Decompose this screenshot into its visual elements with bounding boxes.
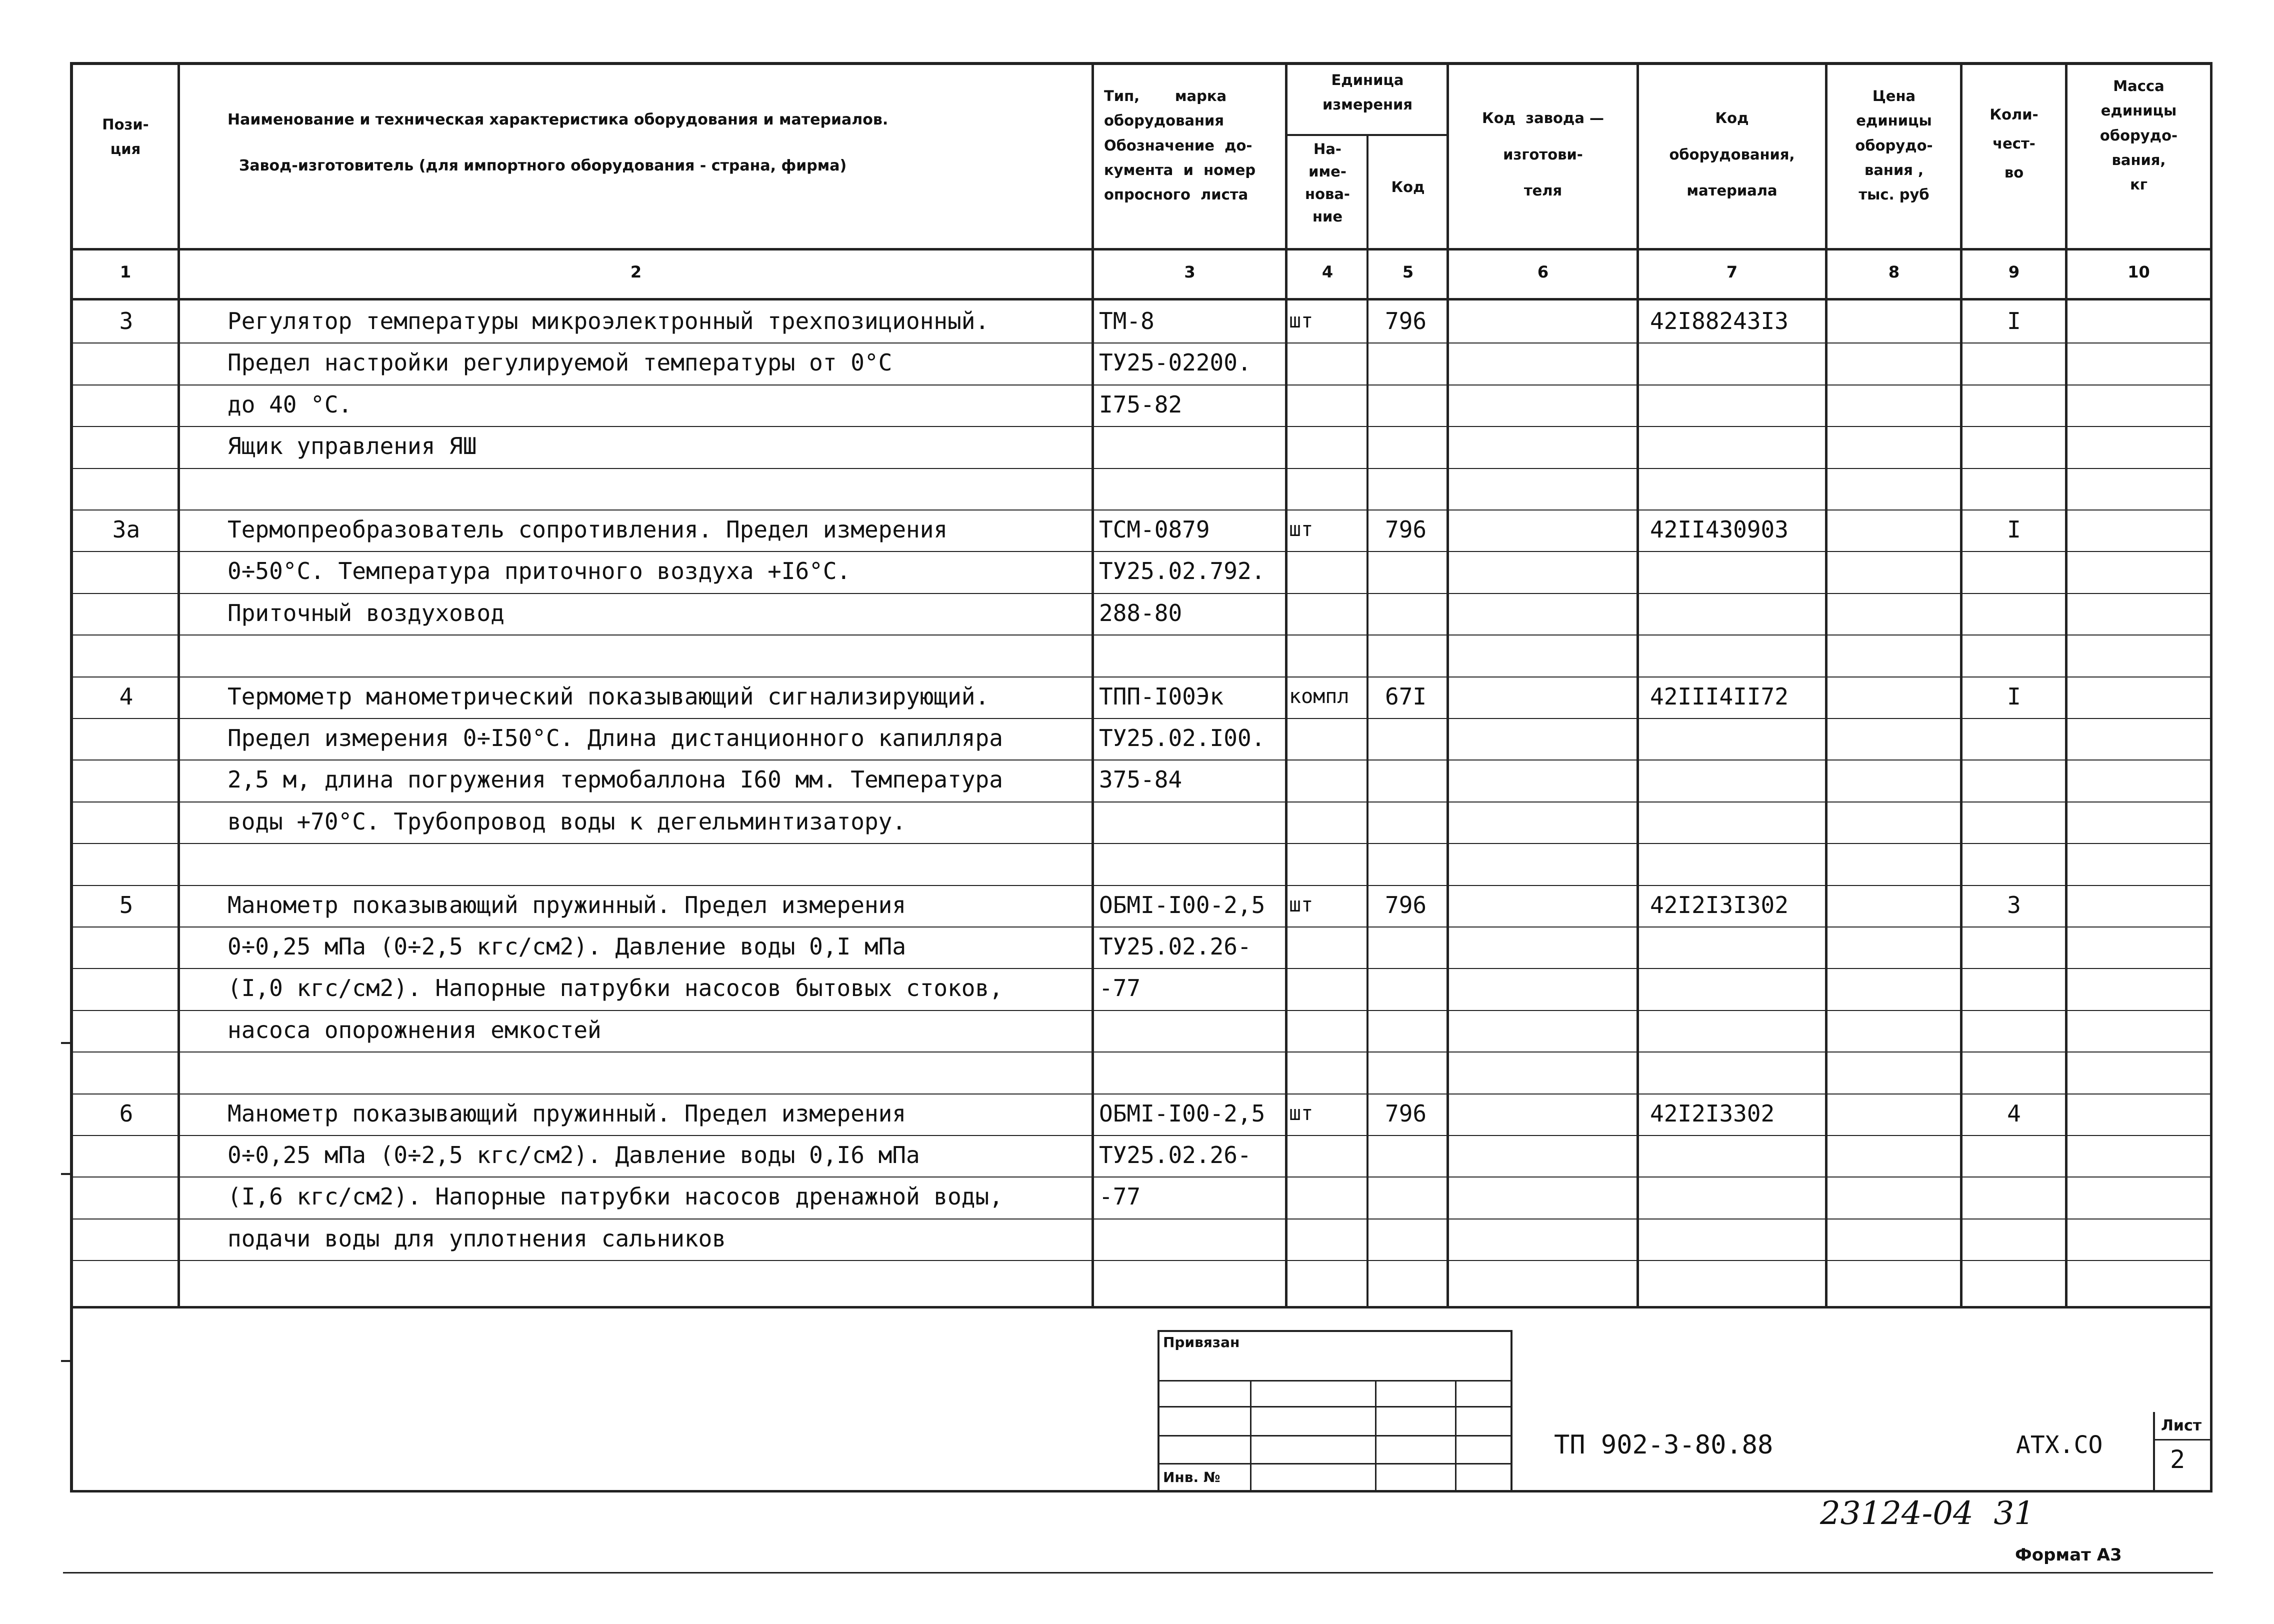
cell-equip: 42I2I3I302 — [1650, 892, 1788, 918]
header-name-line2: Завод-изготовитель (для импортного оборудования - страна, фирма) — [239, 157, 847, 174]
cell-type: I75-82 — [1099, 391, 1182, 418]
col-sep-2 — [1092, 62, 1094, 1308]
cell-pos: 6 — [119, 1100, 134, 1127]
stamp-box-top — [1158, 1330, 1512, 1332]
cell-code: 796 — [1385, 1100, 1427, 1127]
stamp-box-left — [1158, 1330, 1160, 1491]
format-label: Формат А3 — [2015, 1545, 2122, 1565]
cell-name: Термопреобразователь сопротивления. Предел измерения — [228, 516, 948, 543]
colnum-10: 10 — [2128, 262, 2150, 282]
cell-name: Предел измерения 0÷I50°С. Длина дистанционного капилляра — [228, 724, 1003, 752]
cell-unit: компл — [1289, 685, 1350, 708]
cell-type: ТУ25.02.26- — [1099, 933, 1252, 960]
margin-tick-3 — [61, 1360, 72, 1362]
cell-qty: I — [2007, 308, 2021, 334]
cell-type: ТУ25.02.26- — [1099, 1142, 1252, 1168]
colnum-3: 3 — [1184, 262, 1196, 282]
stamp-line-3 — [1158, 1435, 1512, 1436]
sheet-box-left — [2153, 1412, 2155, 1492]
row-separator — [73, 634, 2211, 636]
row-separator — [73, 968, 2211, 969]
cell-code: 796 — [1385, 892, 1427, 918]
header-position: Пози- ция — [102, 116, 149, 158]
row-separator — [73, 1010, 2211, 1011]
row-separator — [73, 593, 2211, 594]
row-separator — [73, 885, 2211, 886]
sheet-label: Лист — [2161, 1417, 2202, 1434]
cell-type: ТУ25-02200. — [1099, 349, 1252, 376]
cell-name: до 40 °С. — [228, 391, 352, 418]
cell-type: ТУ25.02.792. — [1099, 558, 1266, 584]
table-body-bottom — [70, 1306, 2212, 1308]
stamp-vline-3 — [1455, 1380, 1456, 1491]
cell-equip: 42II430903 — [1650, 516, 1788, 543]
frame-bottom-border — [70, 1490, 2212, 1492]
row-separator — [73, 676, 2211, 678]
cell-unit: шт — [1289, 518, 1314, 541]
cell-unit: шт — [1289, 310, 1314, 332]
cell-type: ТСМ-0879 — [1099, 516, 1210, 543]
cell-name: Термометр манометрический показывающий сигнализирующий. — [228, 683, 990, 710]
header-name-line1: Наименование и техническая характеристика оборудования и материалов. — [228, 111, 888, 128]
cell-pos: 3а — [112, 516, 140, 543]
cell-pos: 4 — [119, 683, 134, 710]
cell-equip: 42III4II72 — [1650, 683, 1788, 710]
cell-qty: I — [2007, 683, 2021, 710]
cell-name: 0÷0,25 мПа (0÷2,5 кгс/см2). Давление воды 0,I мПа — [228, 933, 906, 960]
table-top-border — [70, 62, 2212, 65]
row-separator — [73, 1260, 2211, 1261]
row-separator — [73, 1176, 2211, 1178]
doc-code: АТХ.СО — [2016, 1431, 2103, 1459]
cell-name: Приточный воздуховод — [228, 600, 504, 626]
cell-type: 375-84 — [1099, 766, 1182, 793]
col-sep-1 — [178, 62, 180, 1308]
margin-tick-2 — [61, 1173, 72, 1175]
cell-type: ТПП-I00Эк — [1099, 683, 1224, 710]
cell-type: ОБМI-I00-2,5 — [1099, 892, 1266, 918]
cell-name: (I,0 кгс/см2). Напорные патрубки насосов бытовых стоков, — [228, 974, 1003, 1002]
col-sep-5 — [1446, 62, 1449, 1308]
colnum-8: 8 — [1888, 262, 1900, 282]
header-factory-code: Код завода — изготови- теля — [1482, 110, 1604, 199]
cell-code: 796 — [1385, 516, 1427, 543]
cell-name: воды +70°С. Трубопровод воды к дегельминтизатору. — [228, 808, 906, 835]
row-separator — [73, 843, 2211, 844]
cell-qty: 4 — [2007, 1100, 2021, 1127]
cell-unit: шт — [1289, 894, 1314, 916]
cell-qty: I — [2007, 516, 2021, 543]
col-sep-6 — [1636, 62, 1639, 1308]
cell-type: ОБМI-I00-2,5 — [1099, 1100, 1266, 1127]
header-unit-name: На- име- нова- ние — [1305, 140, 1350, 225]
row-separator — [73, 718, 2211, 719]
colnum-5: 5 — [1402, 262, 1414, 282]
margin-tick-1 — [61, 1042, 72, 1044]
cell-name: подачи воды для уплотнения сальников — [228, 1225, 726, 1252]
cell-name: Регулятор температуры микроэлектронный трехпозиционный. — [228, 308, 990, 334]
cell-name: Манометр показывающий пружинный. Предел измерения — [228, 1100, 906, 1127]
cell-name: 0÷0,25 мПа (0÷2,5 кгс/см2). Давление воды 0,I6 мПа — [228, 1142, 920, 1168]
row-separator — [73, 1135, 2211, 1136]
col-sep-7 — [1825, 62, 1828, 1308]
stamp-vline-2 — [1375, 1380, 1376, 1491]
table-header-bottom — [70, 248, 2212, 250]
cell-qty: 3 — [2007, 892, 2021, 918]
colnum-1: 1 — [120, 262, 132, 282]
colnum-4: 4 — [1322, 262, 1334, 282]
doc-number: ТП 902-3-80.88 — [1554, 1430, 1774, 1460]
row-separator — [73, 1218, 2211, 1220]
row-separator — [73, 926, 2211, 928]
cell-name: насоса опорожнения емкостей — [228, 1016, 602, 1044]
header-type: Тип, марка оборудования Обозначение до- кумента и номер опросного листа — [1104, 88, 1256, 204]
colnum-7: 7 — [1726, 262, 1738, 282]
format-line — [63, 1572, 2213, 1574]
row-separator — [73, 468, 2211, 469]
cell-pos: 5 — [119, 892, 134, 918]
cell-name: (I,6 кгс/см2). Напорные патрубки насосов дренажной воды, — [228, 1183, 1003, 1210]
cell-equip: 42I88243I3 — [1650, 308, 1788, 334]
handwritten-number: 23124-04 31 — [1820, 1495, 2034, 1532]
stamp-line-1 — [1158, 1380, 1512, 1382]
cell-type: ТУ25.02.I00. — [1099, 724, 1266, 752]
stamp-box-right — [1510, 1330, 1512, 1491]
header-quantity: Коли- чест- во — [1990, 106, 2038, 181]
header-price: Цена единицы оборудо- вания , тыс. руб — [1855, 88, 1933, 204]
stamp-privyazan-label: Привязан — [1163, 1334, 1240, 1350]
cell-code: 67I — [1385, 683, 1427, 710]
cell-pos: 3 — [119, 308, 134, 334]
stamp-line-2 — [1158, 1406, 1512, 1408]
cell-name: Манометр показывающий пружинный. Предел измерения — [228, 892, 906, 918]
cell-type: 288-80 — [1099, 600, 1182, 626]
cell-type: -77 — [1099, 974, 1141, 1002]
colnum-9: 9 — [2008, 262, 2020, 282]
header-unit-code: Код — [1391, 178, 1425, 196]
sheet-box-mid — [2153, 1439, 2212, 1440]
cell-unit: шт — [1289, 1102, 1314, 1125]
stamp-line-4 — [1158, 1463, 1512, 1464]
unit-subheader-line — [1285, 134, 1449, 136]
cell-code: 796 — [1385, 308, 1427, 334]
cell-name: 0÷50°С. Температура приточного воздуха +I6°С. — [228, 558, 851, 584]
header-unit: Единица измерения — [1322, 72, 1412, 114]
cell-name: Ящик управления ЯШ — [228, 432, 477, 460]
sheet-number: 2 — [2170, 1445, 2186, 1474]
stamp-inv-label: Инв. № — [1163, 1469, 1220, 1486]
cell-type: ТМ-8 — [1099, 308, 1154, 334]
cell-equip: 42I2I3302 — [1650, 1100, 1775, 1127]
row-separator — [73, 384, 2211, 386]
cell-type: -77 — [1099, 1183, 1141, 1210]
row-separator — [73, 551, 2211, 552]
frame-right-border — [2210, 62, 2212, 1492]
header-mass: Масса единицы оборудо- вания, кг — [2100, 78, 2178, 194]
header-equipment-code: Код оборудования, материала — [1669, 110, 1795, 199]
col-sep-3 — [1285, 62, 1288, 1308]
cell-name: Предел настройки регулируемой температуры от 0°С — [228, 349, 892, 376]
colnum-2: 2 — [630, 262, 642, 282]
row-separator — [73, 342, 2211, 344]
colnum-6: 6 — [1537, 262, 1549, 282]
cell-name: 2,5 м, длина погружения термобаллона I60 мм. Температура — [228, 766, 1003, 793]
table-colnum-bottom — [70, 298, 2212, 300]
stamp-vline-1 — [1250, 1380, 1252, 1491]
row-separator — [73, 426, 2211, 427]
